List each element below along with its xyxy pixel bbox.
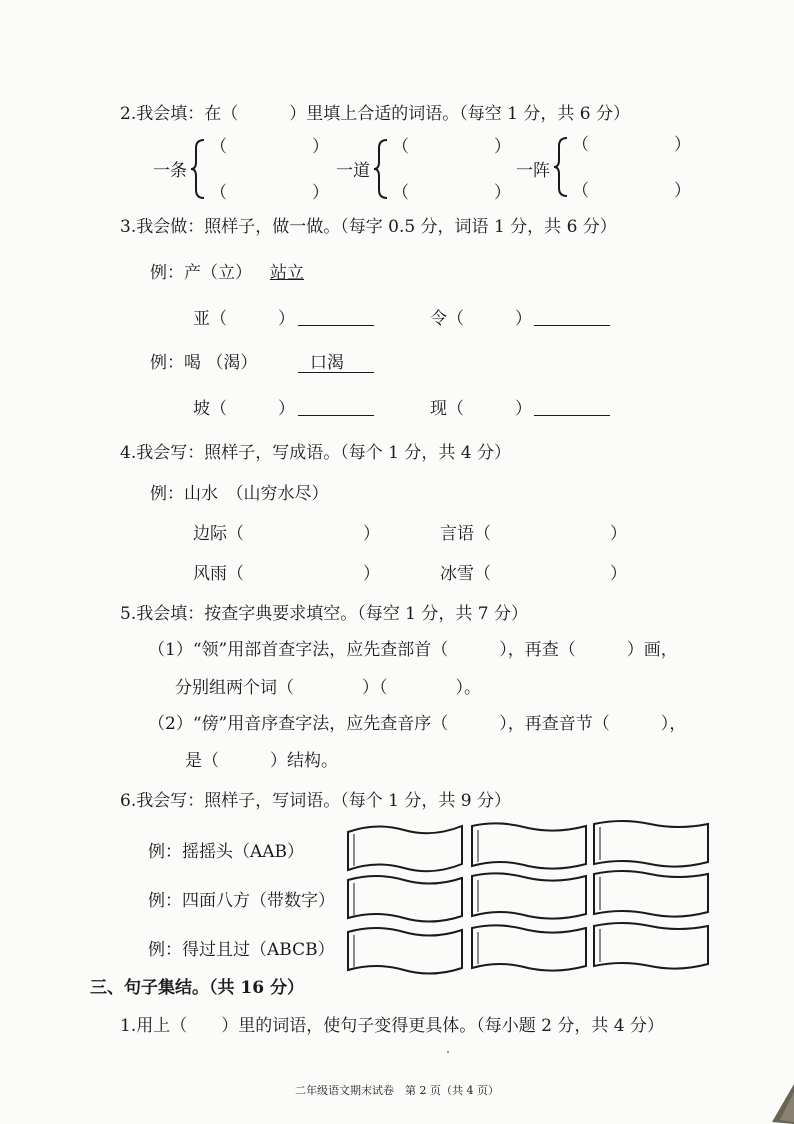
- q4-item-3[interactable]: 风雨（ ）: [193, 564, 380, 584]
- scan-speck: [447, 1051, 449, 1053]
- q3-row2-b: 现（ ）: [430, 399, 532, 419]
- q2-group1-blank2[interactable]: （ ）: [210, 183, 329, 203]
- q5-line1: （1）“领”用部首查字法，应先查部首（ ），再查（ ）画，: [148, 640, 678, 660]
- answer-flag-box[interactable]: [346, 872, 464, 924]
- q5-line4: 是（ ）结构。: [185, 751, 338, 771]
- section3-title: 三、句子集结。（共 16 分）: [90, 978, 304, 998]
- q6-example-2: 例：四面八方（带数字）: [148, 891, 335, 911]
- answer-flag-box[interactable]: [592, 818, 710, 870]
- left-brace-icon: [190, 138, 206, 200]
- answer-flag-box[interactable]: [592, 920, 710, 972]
- q2-group3-label: 一阵: [516, 161, 550, 181]
- section3-q1: 1.用上（ ）里的词语，使句子变得更具体。（每小题 2 分，共 4 分）: [120, 1016, 664, 1036]
- q5-line2: 分别组两个词（ ）（ ）。: [175, 678, 481, 698]
- q2-group1-label: 一条: [153, 161, 187, 181]
- answer-flag-box[interactable]: [592, 868, 710, 920]
- answer-flag-box[interactable]: [470, 922, 588, 974]
- q3-example1: 例：产（立）: [150, 263, 252, 283]
- q3-row1-b: 令（ ）: [430, 309, 532, 329]
- left-brace-icon: [553, 136, 569, 198]
- q6-title: 6.我会写：照样子，写词语。（每个 1 分，共 9 分）: [120, 791, 511, 811]
- q2-group1-blank1[interactable]: （ ）: [210, 137, 329, 157]
- q2-group3-blank2[interactable]: （ ）: [572, 181, 691, 201]
- q3-row1-b-answer-line[interactable]: [534, 325, 610, 326]
- q3-example2-answer-line: [298, 372, 374, 373]
- q5-line3: （2）“傍”用音序查字法，应先查音序（ ），再查音节（ ），: [148, 714, 687, 734]
- left-brace-icon: [373, 138, 389, 200]
- q2-group2-blank1[interactable]: （ ）: [392, 137, 511, 157]
- q3-row2-b-answer-line[interactable]: [534, 415, 610, 416]
- q4-example: 例：山水 （山穷水尽）: [150, 484, 329, 504]
- q4-title: 4.我会写：照样子，写成语。（每个 1 分，共 4 分）: [120, 443, 511, 463]
- answer-flag-box[interactable]: [346, 822, 464, 874]
- q2-title: 2.我会填：在（ ）里填上合适的词语。（每空 1 分，共 6 分）: [120, 104, 630, 124]
- page-corner-fold: [754, 1064, 794, 1124]
- q4-item-1[interactable]: 边际（ ）: [193, 524, 380, 544]
- q3-row1-a-answer-line[interactable]: [298, 325, 374, 326]
- page-footer: 二年级语文期末试卷 第 2 页（共 4 页）: [295, 1084, 499, 1097]
- q3-row2-a: 坡（ ）: [193, 399, 295, 419]
- q3-row1-a: 亚（ ）: [193, 309, 295, 329]
- q4-item-4[interactable]: 冰雪（ ）: [440, 564, 627, 584]
- q3-example2: 例：喝 （渴）: [150, 353, 258, 373]
- q3-example2-answer: 口渴: [310, 353, 344, 373]
- q2-group2-label: 一道: [336, 161, 370, 181]
- q3-example1-answer: 站立: [270, 263, 304, 283]
- q3-row2-a-answer-line[interactable]: [298, 415, 374, 416]
- q5-title: 5.我会填：按查字典要求填空。（每空 1 分，共 7 分）: [120, 604, 528, 624]
- q6-example-3: 例：得过且过（ABCB）: [148, 940, 335, 960]
- answer-flag-box[interactable]: [470, 820, 588, 872]
- q2-group3-blank1[interactable]: （ ）: [572, 135, 691, 155]
- q6-example-1: 例：摇摇头（AAB）: [148, 842, 305, 862]
- answer-flag-box[interactable]: [346, 924, 464, 976]
- q2-group2-blank2[interactable]: （ ）: [392, 183, 511, 203]
- q3-title: 3.我会做：照样子，做一做。（每字 0.5 分，词语 1 分，共 6 分）: [120, 217, 617, 237]
- q4-item-2[interactable]: 言语（ ）: [440, 524, 627, 544]
- answer-flag-box[interactable]: [470, 870, 588, 922]
